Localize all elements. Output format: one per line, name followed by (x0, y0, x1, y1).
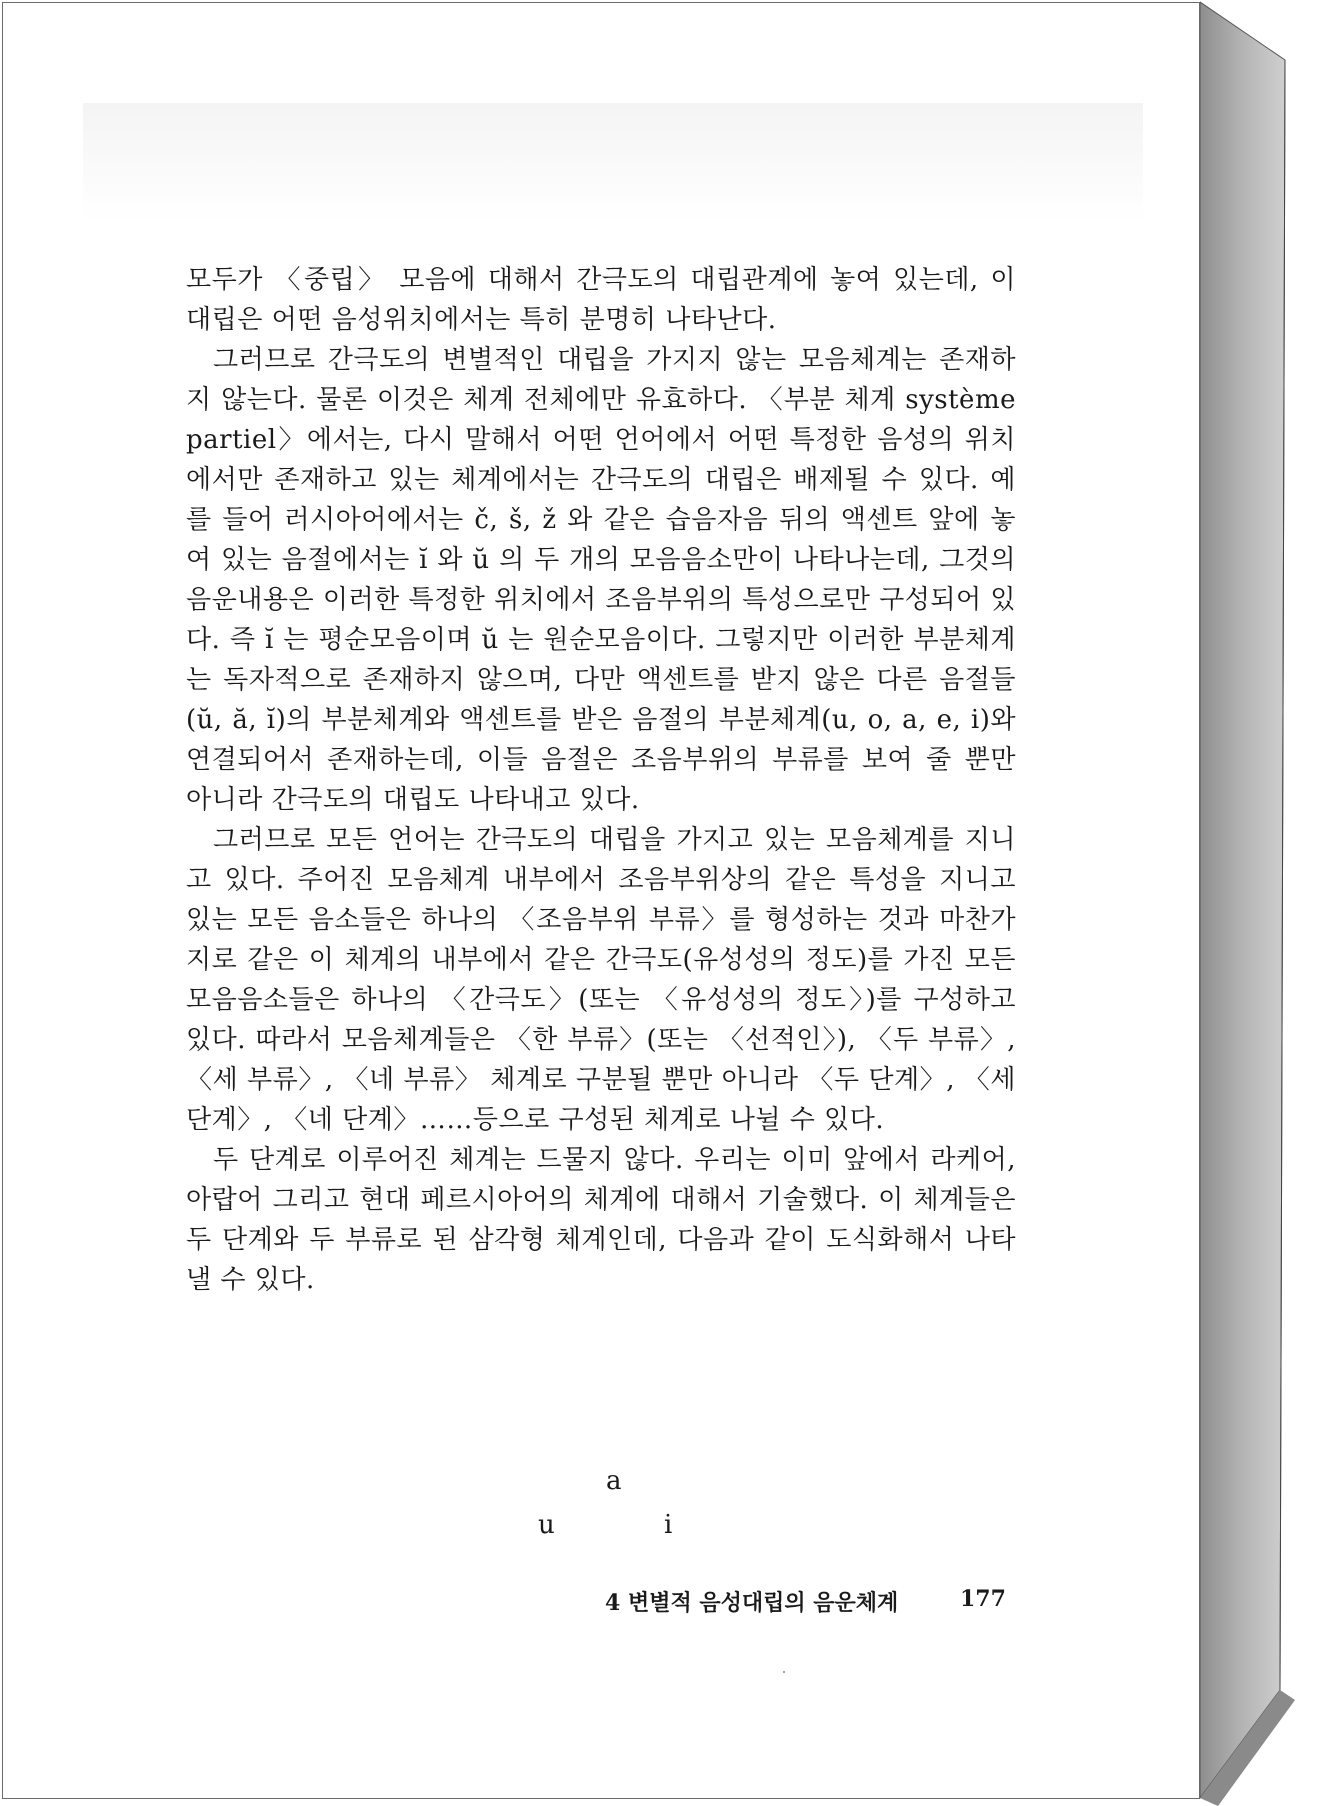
paragraph: 그러므로 간극도의 변별적인 대립을 가지지 않는 모음체계는 존재하지 않는다. 물론 이것은 체계 전체에만 유효하다. 〈부분 체계 système partiel〉에서는, 다시 말해서 어떤 언어에서 어떤 특정한 음성의 위치에서만 존재하고 있는 체계에서는 간극도의 대립은 배제될 수 있다. 예를 들어 러시아어에서는 č, š, ž 와 같은 습음자음 뒤의 액센트 앞에 놓여 있는 음절에서는 ĭ 와 ŭ 의 두 개의 모음음소만이 나타나는데, 그것의 음운내용은 이러한 특정한 위치에서 조음부위의 특성으로만 구성되어 있다. 즉 ĭ 는 평순모음이며 ŭ 는 원순모음이다. 그렇지만 이러한 부분체계는 독자적으로 존재하지 않으며, 다만 액센트를 받지 않은 다른 음절들(ŭ, ă, ĭ)의 부분체계와 액센트를 받은 음절의 부분체계(u, o, a, e, i)와 연결되어서 존재하는데, 이들 음절은 조음부위의 부류를 보여 줄 뿐만 아니라 간극도의 대립도 나타내고 있다. (186, 345, 1016, 815)
body-text (186, 260, 1016, 1300)
vowel-i: i (664, 1510, 673, 1540)
speck (783, 1671, 785, 1673)
paragraph: 그러므로 모든 언어는 간극도의 대립을 가지고 있는 모음체계를 지니고 있다. 주어진 모음체계 내부에서 조음부위상의 같은 특성을 지니고 있는 모든 음소들은 하나의 〈조음부위 부류〉를 형성하는 것과 마찬가지로 같은 이 체계의 내부에서 같은 간극도(유성성의 정도)를 가진 모든 모음음소들은 하나의 〈간극도〉(또는 〈유성성의 정도〉)를 구성하고 있다. 따라서 모음체계들은 〈한 부류〉(또는 〈선적인〉), 〈두 부류〉, 〈세 부류〉, 〈네 부류〉 체계로 구분될 뿐만 아니라 〈두 단계〉, 〈세 단계〉, 〈네 단계〉……등으로 구성된 체계로 나뉠 수 있다. (186, 825, 1016, 1135)
running-head: 4 변별적 음성대립의 음운체계 (605, 1590, 899, 1616)
page-number: 177 (960, 1586, 1006, 1612)
vowel-a: a (606, 1466, 622, 1496)
book-edge (1200, 0, 1320, 1806)
paragraph: 두 단계로 이루어진 체계는 드물지 않다. 우리는 이미 앞에서 라케어, 아랍어 그리고 현대 페르시아어의 체계에 대해서 기술했다. 이 체계들은 두 단계와 두 부류로 된 삼각형 체계인데, 다음과 같이 도식화해서 나타낼 수 있다. (186, 1145, 1016, 1295)
paragraph: 모두가 〈중립〉 모음에 대해서 간극도의 대립관계에 놓여 있는데, 이 대립은 어떤 음성위치에서는 특히 분명히 나타난다. (186, 265, 1016, 335)
page-shading (83, 103, 1143, 223)
vowel-u: u (538, 1510, 555, 1540)
